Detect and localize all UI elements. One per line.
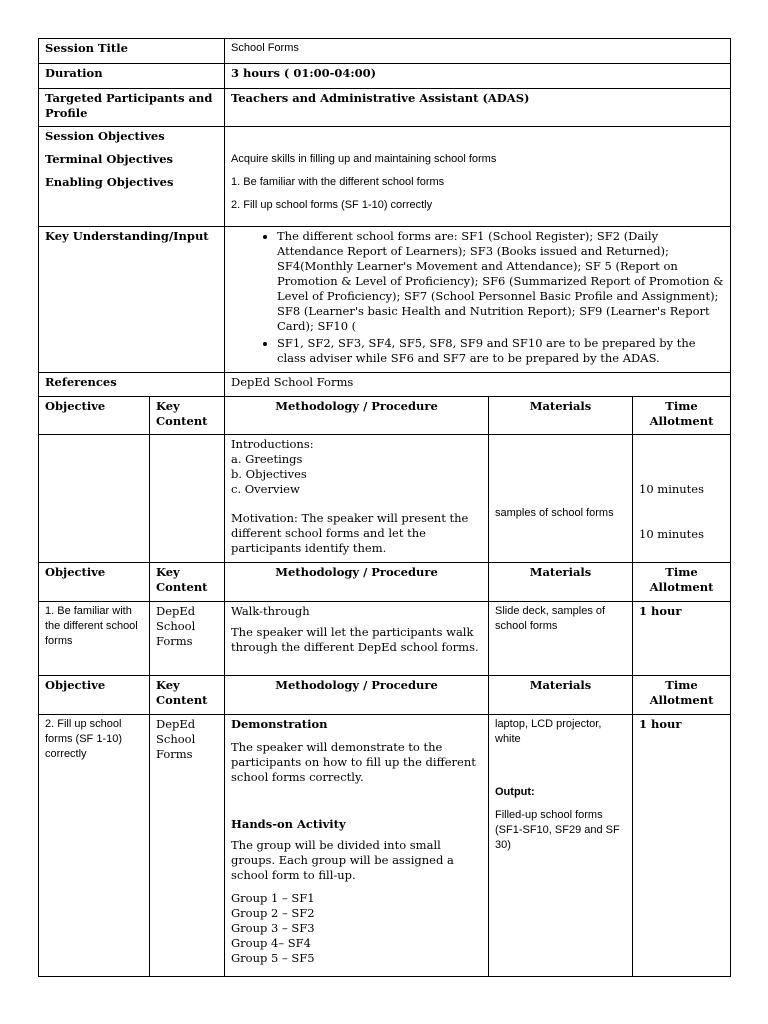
demonstration-materials: laptop, LCD projector, white [495,718,602,745]
group-item: Group 1 – SF1 [231,891,315,905]
header-time: Time Allotment [633,397,731,435]
session-title-value: School Forms [225,39,731,64]
header-materials: Materials [489,397,633,435]
session-title-label: Session Title [39,39,225,64]
intro-item: a. Greetings [231,452,303,466]
intro-time-2: 10 minutes [639,527,705,541]
enabling-objectives-label: Enabling Objectives [45,175,174,189]
header-methodology: Methodology / Procedure [225,397,489,435]
duration-value: 3 hours ( 01:00-04:00) [225,64,731,89]
demonstration-objective: 2. Fill up school forms (SF 1-10) correctly [39,715,150,977]
key-understanding-bullet: • The different school forms are: SF1 (School Register); SF2 (Daily Attendance Report of Learners); SF3 (Books issued and Returned); SF4(Monthly Learner's Movement and Attendance); SF 5 (Report on Promotion & Level of Proficiency); SF6 (Summarized Report of Promotion & Level of Proficiency); SF7 (School Personnel Basic Profile and Assignment); SF8 (Learner's basic Health and Nutrition Report); SF9 (Learner's Report Card); SF10 ( [277,229,724,334]
intro-item: c. Overview [231,482,300,496]
enabling-objective-2: 2. Fill up school forms (SF 1-10) correctly [231,199,433,211]
key-understanding-label: Key Understanding/Input [39,227,225,373]
header-objective: Objective [39,676,150,715]
row-participants [39,89,731,127]
demonstration-time: 1 hour [633,715,731,977]
header-objective: Objective [39,563,150,602]
row-key-understanding [39,227,731,373]
intro-materials: samples of school forms [495,507,614,519]
references-value: DepEd School Forms [225,373,731,397]
plan-header-row [39,676,731,715]
participants-value: Teachers and Administrative Assistant (ADAS) [225,89,731,127]
header-objective: Objective [39,397,150,435]
walkthrough-materials: Slide deck, samples of school forms [489,602,633,676]
demonstration-title: Demonstration [231,717,328,731]
header-methodology: Methodology / Procedure [225,676,489,715]
hands-on-title: Hands-on Activity [231,817,346,831]
intro-time-1: 10 minutes [639,482,705,496]
plan-row-demonstration [39,715,731,977]
walkthrough-text: The speaker will let the participants walk through the different DepEd school forms. [231,625,479,654]
intro-item: b. Objectives [231,467,307,481]
hands-on-text: The group will be divided into small groups. Each group will be assigned a school form to fill-up. [231,838,454,882]
demonstration-text: The speaker will demonstrate to the participants on how to fill up the different school forms correctly. [231,740,476,784]
session-objectives-label: Session Objectives [45,129,165,143]
duration-label: Duration [39,64,225,89]
terminal-objectives-label: Terminal Objectives [45,152,174,166]
header-methodology: Methodology / Procedure [225,563,489,602]
group-item: Group 3 – SF3 [231,921,315,935]
participants-label: Targeted Participants and Profile [39,89,225,127]
intro-title: Introductions: [231,437,314,451]
row-session-objectives [39,127,731,227]
motivation-text: Motivation: The speaker will present the different school forms and let the participants identify them. [231,511,469,555]
plan-row-introduction [39,435,731,563]
session-guide-table [38,38,731,977]
header-materials: Materials [489,563,633,602]
references-label: References [39,373,225,397]
plan-header-row [39,397,731,435]
walkthrough-title: Walk-through [231,604,310,618]
header-key-content: Key Content [150,563,225,602]
walkthrough-time: 1 hour [633,602,731,676]
plan-row-walkthrough [39,602,731,676]
terminal-objective-value: Acquire skills in filling up and maintaining school forms [231,153,497,165]
output-label: Output: [495,786,535,798]
row-duration [39,64,731,89]
group-item: Group 4– SF4 [231,936,311,950]
demonstration-key-content: DepEd School Forms [150,715,225,977]
row-session-title [39,39,731,64]
output-text: Filled-up school forms (SF1-SF10, SF29 and SF 30) [495,809,620,851]
plan-header-row [39,563,731,602]
group-item: Group 2 – SF2 [231,906,315,920]
walkthrough-objective: 1. Be familiar with the different school forms [39,602,150,676]
key-understanding-bullet: • SF1, SF2, SF3, SF4, SF5, SF8, SF9 and SF10 are to be prepared by the class adviser while SF6 and SF7 are to be prepared by the ADAS. [277,336,724,366]
row-references [39,373,731,397]
walkthrough-key-content: DepEd School Forms [150,602,225,676]
header-time: Time Allotment [633,563,731,602]
header-key-content: Key Content [150,397,225,435]
session-guide-page [38,38,730,977]
group-item: Group 5 – SF5 [231,951,315,965]
header-time: Time Allotment [633,676,731,715]
header-materials: Materials [489,676,633,715]
header-key-content: Key Content [150,676,225,715]
key-understanding-list [231,229,724,366]
enabling-objective-1: 1. Be familiar with the different school forms [231,176,445,188]
